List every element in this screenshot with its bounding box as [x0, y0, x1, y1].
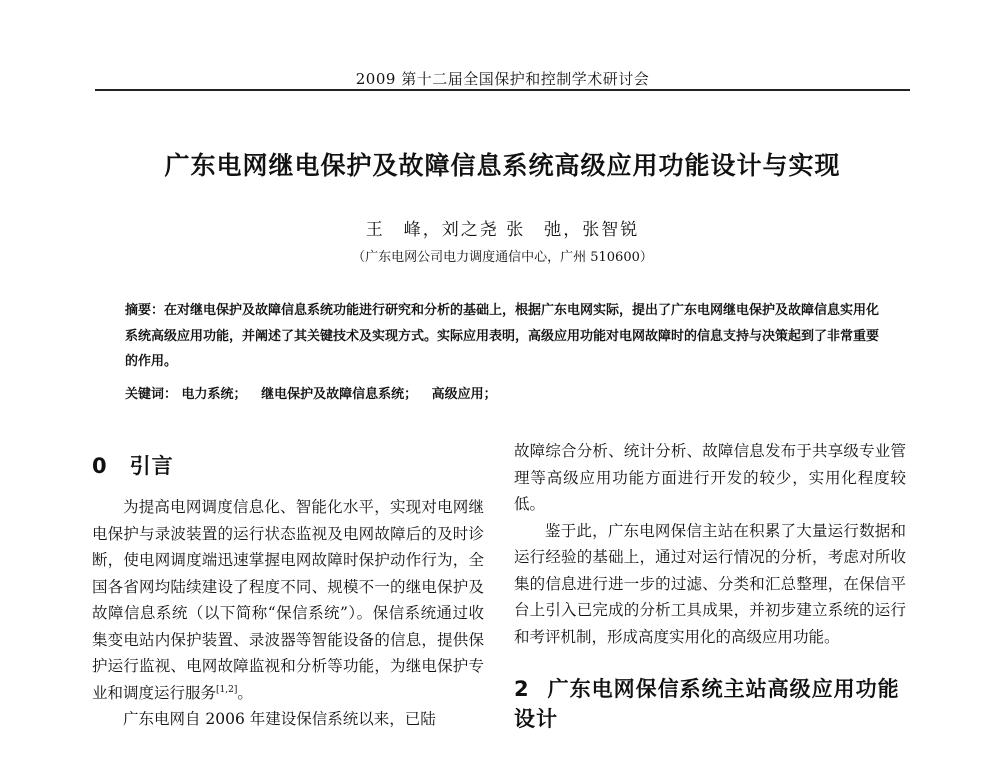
section-heading-intro: [92, 450, 484, 480]
intro-text: 为提高电网调度信息化、智能化水平，实现对电网继电保护与录波装置的运行状态监视及电网故障后的及时诊断，使电网调度端迅速掌握电网故障时保护动作行为，全国各省网均陆续建设了程度不同、规模不一的继电保护及故障信息系统（以下简称“保信系统”）。保信系统通过收集变电站内保护装置、录波器等智能设备的信息，提供保护运行监视、电网故障监视和分析等功能，为继电保护专业和调度运行服务: [92, 498, 484, 702]
keywords: [125, 383, 885, 402]
section-heading-2: [514, 674, 906, 734]
left-column: [92, 450, 484, 733]
paper-title: 广东电网继电保护及故障信息系统高级应用功能设计与实现: [164, 151, 841, 180]
conference-header: 2009 第十二届全国保护和控制学术研讨会: [355, 70, 650, 88]
keyword-item: 电力系统；: [181, 387, 247, 402]
section-number: 0: [92, 454, 108, 478]
abstract-label: 摘要：: [125, 303, 165, 318]
right-paragraph-2: 鉴于此，广东电网保信主站在积累了大量运行数据和运行经验的基础上，通过对运行情况的分析，考虑对所收集的信息进行进一步的过滤、分类和汇总整理，在保信平台上引入已完成的分析工具成果，并初步建立系统的运行和考评机制，形成高度实用化的高级应用功能。: [514, 521, 906, 646]
section-title: 引言: [129, 454, 174, 478]
header-rule: [95, 89, 910, 91]
affiliation: （广东电网公司电力调度通信中心，广州 510600）: [352, 250, 653, 265]
right-column: [514, 438, 906, 734]
intro-text-end: 。: [237, 683, 253, 702]
section-title: 广东电网保信系统主站高级应用功能设计: [514, 677, 900, 731]
abstract-text: 在对继电保护及故障信息系统功能进行研究和分析的基础上，根据广东电网实际，提出了广东电网继电保护及故障信息实用化系统高级应用功能，并阐述了其关键技术及实现方式。实际应用表明，高级应用功能对电网故障时的信息支持与决策起到了非常重要的作用。: [125, 303, 880, 369]
keywords-label: 关键词：: [125, 387, 178, 402]
keyword-item: 继电保护及故障信息系统；: [261, 387, 418, 402]
citation: [1,2]: [216, 684, 238, 695]
authors: 王 峰，刘之尧 张 弛，张智锐: [365, 220, 640, 240]
continued-paragraph: 故障综合分析、统计分析、故障信息发布于共享级专业管理等高级应用功能方面进行开发的较少，实用化程度较低。: [514, 442, 906, 513]
section-number: 2: [514, 677, 530, 701]
intro-paragraph-2: 广东电网自 2006 年建设保信系统以来，已陆: [123, 710, 436, 728]
keyword-item: 高级应用；: [431, 387, 497, 402]
abstract: [125, 298, 885, 375]
intro-paragraph-1: [92, 494, 484, 706]
